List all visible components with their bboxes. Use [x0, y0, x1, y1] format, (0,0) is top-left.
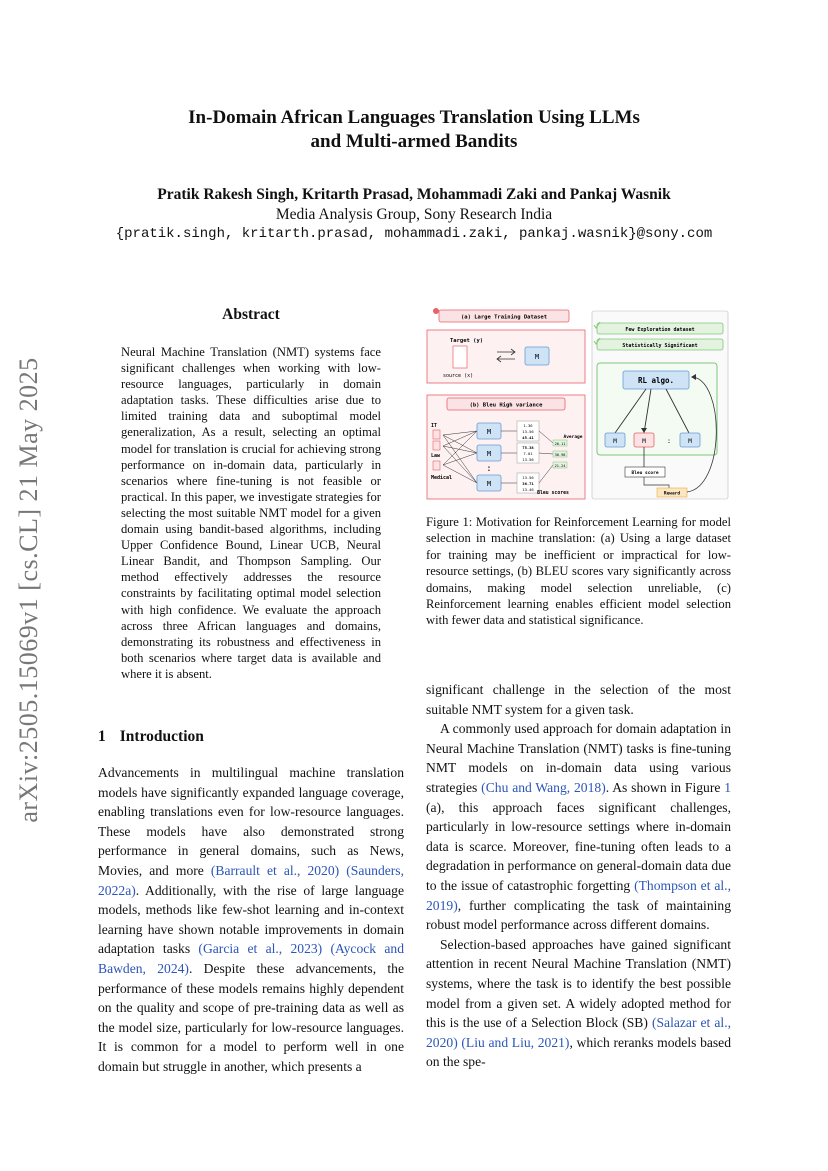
- panel-b-box: [427, 395, 585, 499]
- text-run: , which reranks models based on the spe-: [426, 1034, 732, 1070]
- model-label-a: M: [534, 353, 540, 361]
- affiliation: Media Analysis Group, Sony Research India: [275, 206, 553, 223]
- model-label-b1: M: [486, 428, 492, 436]
- citation-link[interactable]: (Saunders, 2022a): [98, 862, 404, 898]
- score-value: 13.56: [522, 429, 534, 434]
- ellipsis-vertical: :: [486, 464, 492, 474]
- average-value: 30.98: [554, 452, 566, 457]
- model-label-c2: M: [642, 438, 646, 445]
- average-label: Average: [563, 435, 583, 440]
- text-run: A commonly used approach for domain adaptation in Neural Machine Translation (NMT) tasks is fine-tuning NMT models on in-domain data using various strategies: [426, 721, 731, 795]
- reward-label: Reward: [663, 491, 681, 497]
- doc-icon: [433, 441, 440, 450]
- score-value: 7.01: [523, 451, 533, 456]
- intro-left-column: [98, 763, 404, 1077]
- stat-significant-label: Statistically Significant: [622, 343, 698, 349]
- intro-paragraph-1: [98, 763, 404, 1077]
- figure-1-caption: Figure 1: Motivation for Reinforcement Learning for model selection in machine translation: (a) Using a large dataset for training may be inefficient or impractical for low-resource settings, (b) BLEU scores vary significantly across domains, making model selection unreliable, (c) Reinforcement learning enables efficient model selection with fewer data and statistical significance.: [426, 515, 731, 628]
- panel-a-label: (a) Large Training Dataset: [460, 314, 548, 321]
- abstract-text: Neural Machine Translation (NMT) systems face significant challenges when working with low-resource languages, particularly in domain adaptation tasks. These difficulties arise due to limited training data and suboptimal model generalization, As a result, selecting an optimal model for translation is crucial for achieving strong performance on in-domain data, particularly in scenarios where fine-tuning is not feasible or practical. In this paper, we investigate strategies for selecting the most suitable NMT model for a given domain using bandit-based algorithms, including Upper Confidence Bound, Linear UCB, Neural Linear Bandit, and Thompson Sampling. Our method effectively addresses the resource constraints by facilitating optimal model selection with high confidence. We evaluate the approach across three African languages and domains, demonstrating its robustness and effectiveness in both scenarios where target data is available and where it is absent.: [121, 345, 381, 681]
- citation-link[interactable]: (Chu and Wang, 2018): [481, 779, 606, 795]
- doc-icon: [433, 461, 440, 470]
- citation-link[interactable]: (Thompson et al., 2019): [426, 877, 731, 913]
- citation-link[interactable]: (Liu and Liu, 2021): [461, 1034, 570, 1050]
- intro-right-column: [426, 680, 731, 1072]
- model-label-c1: M: [613, 438, 617, 445]
- text-run: (a), this approach faces significant challenges, particularly in low-resource settings where in-domain data is scarce. Moreover, fine-tuning often leads to a degradation in performance on general-domain data due to the issue of catastrophic forgetting: [426, 799, 731, 893]
- citation-link[interactable]: (Barrault et al., 2020): [210, 862, 340, 878]
- citation-link[interactable]: (Salazar et al., 2020): [426, 1015, 731, 1050]
- domain-medical: Medical: [431, 475, 453, 481]
- domain-law: Law: [431, 453, 441, 459]
- text-run: Selection-based approaches have gained significant attention in recent Neural Machine Translation (NMT) systems, where the task is to identify the best possible model from a given set. A widely adopted method for this is the use of a Selection Block (SB): [426, 936, 731, 1031]
- text-run: , further complicating the task of maintaining robust model performance across different domains.: [426, 897, 731, 933]
- rl-algo-label: RL algo.: [637, 376, 675, 385]
- text-run: . Despite these advancements, the performance of these models remains highly dependent on the quality and scope of pre-training data as well as the model size, particularly for low-resource languages. It is common for a model to perform well in one domain but struggle in another, which presents a: [98, 960, 404, 1074]
- score-value: 13.46: [522, 487, 534, 492]
- section-number: 1: [98, 728, 106, 745]
- score-value: 36.71: [522, 481, 534, 486]
- score-value: 13.56: [522, 475, 534, 480]
- panel-b-label: (b) Bleu High variance: [469, 402, 543, 409]
- citation-link[interactable]: (Aycock and Bawden, 2024): [98, 941, 404, 976]
- doc-icon: [433, 430, 440, 439]
- bleu-scores-label: Bleu scores: [537, 491, 569, 496]
- model-label-b3: M: [486, 480, 492, 488]
- close-icon: [433, 308, 439, 314]
- ellipsis-horizontal: :: [666, 437, 672, 445]
- title-line-2: and Multi-armed Bandits: [310, 131, 518, 152]
- section-title: Introduction: [119, 728, 204, 745]
- average-value: 20.11: [554, 441, 566, 446]
- few-exploration-label: Few Exploration dataset: [625, 327, 695, 333]
- average-value: 21.24: [554, 463, 566, 468]
- arxiv-stamp-text: arXiv:2505.15069v1 [cs.CL] 21 May 2025: [14, 357, 43, 823]
- score-value: 45.41: [522, 435, 534, 440]
- score-value: 13.56: [522, 457, 534, 462]
- arxiv-stamp: [14, 345, 44, 835]
- paper-title: [0, 106, 828, 154]
- intro-paragraph-2: [426, 719, 731, 935]
- model-label-c3: M: [688, 438, 692, 445]
- title-line-1: In-Domain African Languages Translation Using LLMs: [188, 107, 640, 128]
- target-doc-icon: [453, 346, 467, 368]
- intro-paragraph-continued: significant challenge in the selection of the most suitable NMT system for a given task.: [426, 682, 731, 717]
- abstract-heading: Abstract: [222, 306, 280, 323]
- text-run: Advancements in multilingual machine translation models have significantly expanded language coverage, enabling translations even for low-resource languages. These models have also demonstrated strong performance in general domains, such as News, Movies, and more: [98, 765, 404, 878]
- authors: Pratik Rakesh Singh, Kritarth Prasad, Mohammadi Zaki and Pankaj Wasnik: [157, 186, 671, 203]
- text-run: . As shown in Figure: [605, 779, 725, 795]
- source-label: source (x): [443, 373, 474, 379]
- score-value: 75.38: [522, 445, 534, 450]
- citation-link[interactable]: (Garcia et al., 2023): [198, 941, 323, 957]
- emails: {pratik.singh, kritarth.prasad, mohammadi.zaki, pankaj.wasnik}@sony.com: [115, 226, 713, 242]
- intro-paragraph-3: [426, 935, 731, 1072]
- text-run: . Additionally, with the rise of large language models, methods like few-shot learning and in-context learning have shown notable improvements in domain adaptation tasks: [98, 882, 404, 957]
- target-label: Target (y): [450, 338, 484, 344]
- figure-ref-link[interactable]: 1: [724, 779, 732, 795]
- section-heading-introduction: [98, 728, 204, 746]
- score-value: 1.36: [523, 423, 533, 428]
- figure-1-diagram: [425, 307, 730, 502]
- bleu-score-label: Bleu score: [631, 471, 659, 476]
- model-label-b2: M: [486, 450, 492, 458]
- domain-it: IT: [431, 423, 438, 429]
